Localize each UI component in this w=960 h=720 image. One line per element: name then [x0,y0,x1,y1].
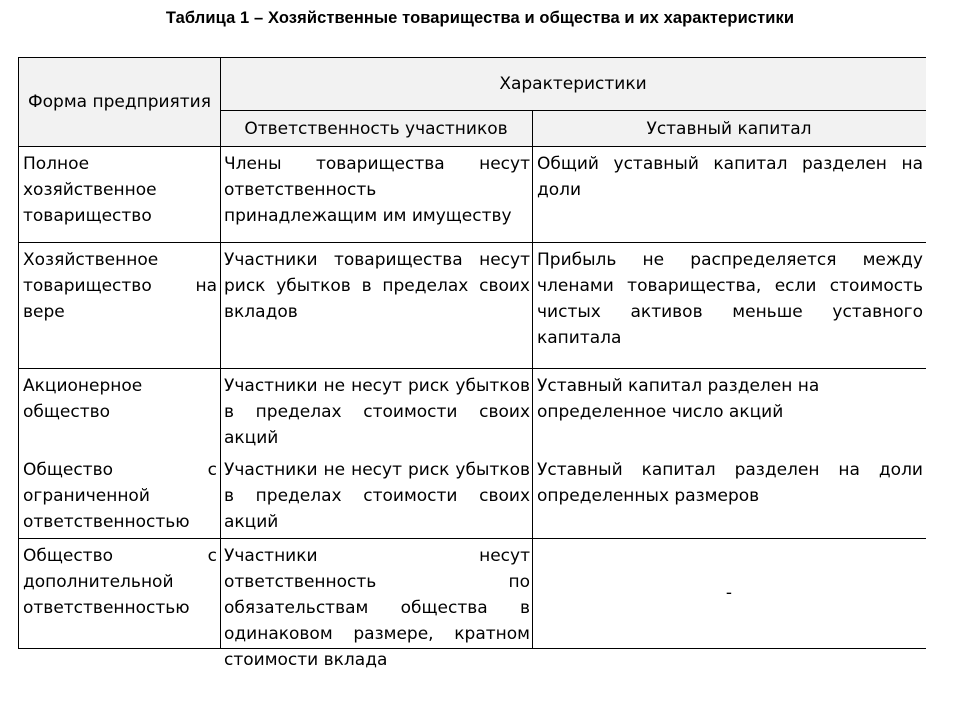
table-cell-responsibility: Члены товарищества несут ответственность принадлежащим им имуществу [224,154,530,226]
column-divider [532,110,533,649]
header-form: Форма предприятия [28,92,211,112]
column-divider [220,57,221,649]
row-divider [18,242,926,243]
table-cell-responsibility: Участники не несут риск убытков в пределах стоимости своих акций [224,376,530,448]
table-cell-capital: Общий уставный капитал разделен на доли [537,154,923,200]
table-cell-capital [537,373,923,425]
table-border-left [18,57,19,649]
table-title: Таблица 1 – Хозяйственные товарищества и общества и их характеристики [165,9,795,27]
table-cell-capital: Прибыль не распределяется между членами товарищества, если стоимость чистых активов меньше уставного капитала [537,250,923,348]
table-cell-form: Акционерное общество [23,376,143,422]
table-cell-responsibility: Участники несут ответственность по обязательствам общества в одинаковом размере, кратном стоимости вклада [224,546,530,670]
capital-line: Уставный капитал разделен на определенное число акций [537,376,820,422]
header-responsibility: Ответственность участников [244,119,508,139]
table-cell-form: Полное хозяйственное товарищество [23,154,157,226]
table-cell-capital: Уставный капитал разделен на доли определенных размеров [537,460,923,506]
row-divider [18,538,926,539]
table-border-top [18,57,926,58]
header-capital: Уставный капитал [646,119,812,139]
header-characteristics: Характеристики [499,74,647,94]
table-cell-responsibility: Участники не несут риск убытков в пределах стоимости своих акций [224,460,530,532]
header-group-divider [220,110,926,111]
table-cell-responsibility: Участники товарищества несут риск убытков в пределах своих вкладов [224,250,530,322]
table-cell-form: Хозяйственное товарищество на вере [23,250,217,322]
table-cell-form: Общество с ограниченной ответственностью [23,460,217,532]
table-cell-capital: - [725,583,733,603]
row-divider [18,368,926,369]
header-bottom-border [18,146,926,147]
table-cell-form: Общество с дополнительной ответственностью [23,546,217,618]
